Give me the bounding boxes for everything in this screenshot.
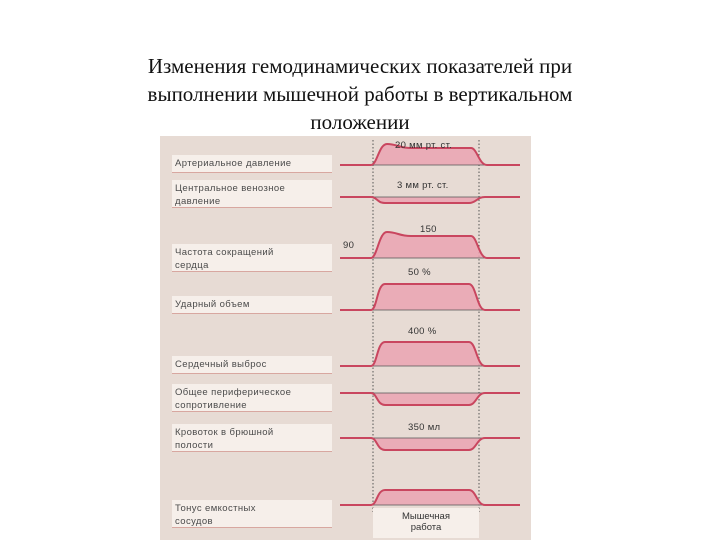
curve-fill (340, 438, 520, 450)
curve-fill (340, 490, 520, 505)
label-line: Тонус емкостных (175, 503, 256, 514)
curve-fill (340, 342, 520, 366)
muscle-work-label (373, 508, 479, 538)
label-capacitive-vessel-tone (172, 500, 332, 528)
note-heart-rate: 150 (420, 224, 437, 235)
label-line: Ударный объем (175, 299, 250, 310)
label-abdominal-blood-flow (172, 424, 332, 452)
label-line: Артериальное давление (175, 158, 292, 169)
label-line: полости (175, 440, 214, 451)
label-line: сосудов (175, 516, 213, 527)
note-arterial-pressure: 20 мм рт. ст. (395, 140, 453, 151)
label-peripheral-resistance (172, 384, 332, 412)
work-label-line: Мышечная (402, 511, 450, 522)
label-line: Частота сокращений (175, 247, 274, 258)
title-line-2: выполнении мышечной работы в вертикальном (147, 82, 573, 106)
note-central-venous-pressure: 3 мм рт. ст. (397, 180, 449, 191)
label-line: сопротивление (175, 400, 247, 411)
curve-fill (340, 284, 520, 310)
note-stroke-volume: 50 % (408, 267, 431, 278)
title-line-3: положении (310, 110, 410, 134)
title-line-1: Изменения гемодинамических показателей при (147, 54, 573, 78)
label-central-venous-pressure (172, 180, 332, 208)
label-line: давление (175, 196, 221, 207)
label-line: Сердечный выброс (175, 359, 267, 370)
note-cardiac-output: 400 % (408, 326, 437, 337)
label-stroke-volume (172, 296, 332, 314)
label-heart-rate (172, 244, 332, 272)
note-heart-rate-baseline: 90 (343, 240, 355, 251)
label-line: Общее периферическое (175, 387, 292, 398)
label-line: Центральное венозное (175, 183, 286, 194)
curve-fill (340, 393, 520, 405)
label-line: Кровоток в брюшной (175, 427, 274, 438)
label-cardiac-output (172, 356, 332, 374)
label-line: сердца (175, 260, 209, 271)
label-arterial-pressure (172, 155, 332, 173)
note-abdominal-blood-flow: 350 мл (408, 422, 441, 433)
work-label-line: работа (410, 522, 442, 533)
